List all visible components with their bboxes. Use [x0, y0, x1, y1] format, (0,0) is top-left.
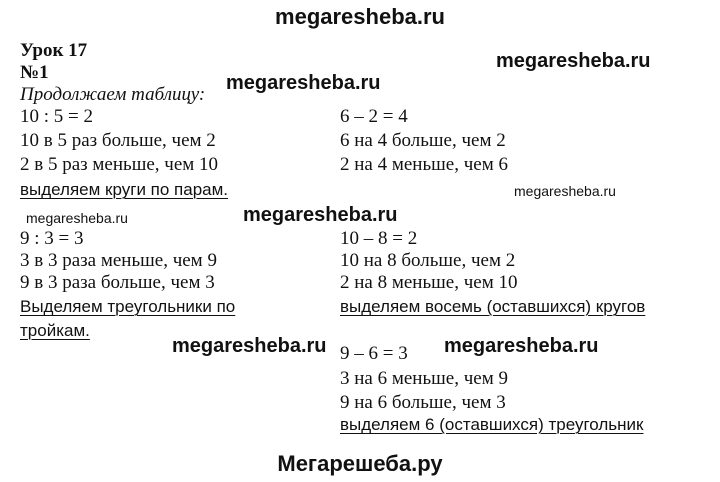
watermark-mid-center: megaresheba.ru: [243, 204, 398, 226]
b2-line-1: 6 на 4 больше, чем 2: [340, 130, 506, 151]
b2-line-2: 2 на 4 меньше, чем 6: [340, 154, 508, 175]
b1-note: выделяем круги по парам.: [20, 180, 229, 199]
watermark-upper-mid: megaresheba.ru: [226, 72, 381, 94]
b5-line-1: 3 на 6 меньше, чем 9: [340, 368, 508, 389]
task-number: №1: [20, 62, 49, 83]
b1-line-2: 2 в 5 раз меньше, чем 10: [20, 154, 219, 175]
watermark-small-left: megaresheba.ru: [26, 210, 128, 226]
intro-text: Продолжаем таблицу:: [20, 84, 206, 105]
watermark-lower-left: megaresheba.ru: [172, 335, 327, 357]
b1-line-1: 10 в 5 раз больше, чем 2: [20, 130, 216, 151]
b5-note: выделяем 6 (оставшихся) треугольник: [340, 415, 644, 434]
b3-line-2: 9 в 3 раза больше, чем 3: [20, 272, 215, 293]
lesson-title: Урок 17: [20, 40, 88, 61]
b3-equation: 9 : 3 = 3: [20, 228, 84, 249]
b4-note: выделяем восемь (оставшихся) кругов: [340, 297, 646, 316]
watermark-small-right: megaresheba.ru: [514, 183, 616, 199]
b2-equation: 6 – 2 = 4: [340, 106, 408, 127]
watermark-lower-right: megaresheba.ru: [444, 335, 599, 357]
watermark-upper-right: megaresheba.ru: [496, 50, 651, 72]
b3-line-1: 3 в 3 раза меньше, чем 9: [20, 250, 217, 271]
b3-note-line-2: тройкам.: [20, 321, 90, 340]
b1-equation: 10 : 5 = 2: [20, 106, 93, 127]
b4-equation: 10 – 8 = 2: [340, 228, 418, 249]
watermark-footer: Мегарешеба.ру: [277, 451, 443, 476]
b5-line-2: 9 на 6 больше, чем 3: [340, 392, 506, 413]
b3-note-line-1: Выделяем треугольники по: [20, 297, 236, 316]
watermark-top: megaresheba.ru: [275, 4, 445, 29]
b5-equation: 9 – 6 = 3: [340, 343, 408, 364]
b4-line-1: 10 на 8 больше, чем 2: [340, 250, 516, 271]
b4-line-2: 2 на 8 меньше, чем 10: [340, 272, 518, 293]
